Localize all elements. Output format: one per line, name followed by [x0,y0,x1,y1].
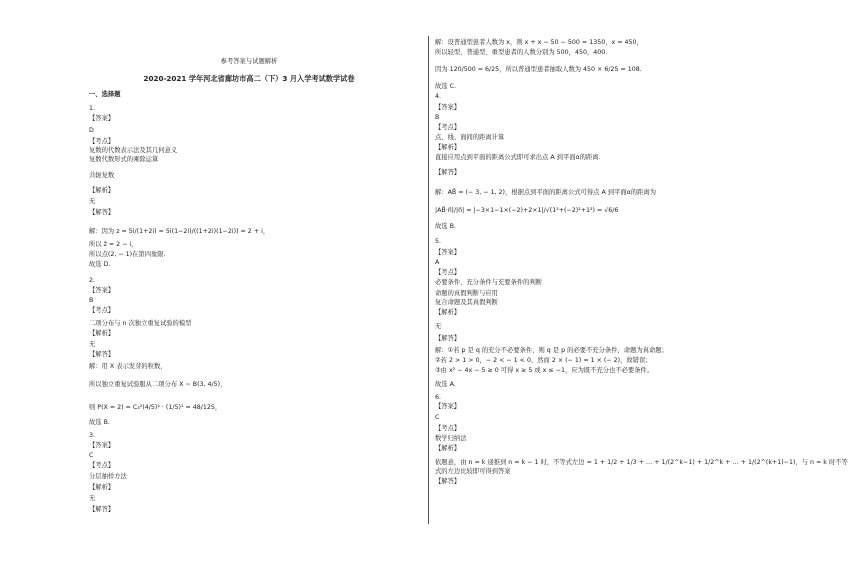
q5-point-3: 复合命题及其真假判断 [435,299,498,306]
q2-sol-3: 则 P(X = 2) = C₃²(4/5)² · (1/5)¹ = 48/125， [89,404,222,411]
q4-sol-1: 解：AB⃗ = (− 3, − 1, 2)，根据点到平面的距离公式可得点 A 到平面α的距离为 [435,189,656,196]
q6-analysis-1: 依题意，由 n = k 递推到 n = k − 1 时，不等式左边 = 1 + 1/2 + 1/3 + … + 1/(2^k−1) + 1/2^k + … + 1/(2^(k+1)−1)，与 n = k 时不等 [435,459,848,466]
q1-sol-3: 所以点(2, − 1)在第四象限. [89,251,166,258]
q1-num: 1. [89,105,96,112]
q4-num: 4. [435,93,442,100]
q2-analysis: 无 [89,341,96,348]
q5-solution-tag: 【解答】 [435,335,461,342]
q3-point-1: 分层抽样方法 [89,473,127,480]
q5-sol-1: 解：①若 p 是 q 的充分不必要条件，则 q 是 p 的必要不充分条件，命题为真命题； [435,347,668,354]
q2-num: 2. [89,277,96,284]
q3-answer-tag: 【答案】 [89,442,115,449]
q5-answer-tag: 【答案】 [435,249,461,256]
q1-analysis: 无 [89,198,96,205]
q6-answer: C [435,414,440,421]
q4-answer: B [435,114,440,121]
q1-point-2: 复数代数形式的乘除运算 [89,156,159,163]
q6-point-1: 数学归纳法 [435,435,467,442]
q1-sol-4: 故选 D. [89,261,111,268]
q2-points-tag: 【考点】 [89,307,115,314]
q5-answer: A [435,259,440,266]
q5-analysis-tag: 【解析】 [435,309,461,316]
q1-sol-1: 解：因为 z = 5i/(1+2i) = 5i(1−2i)/((1+2i)(1−2i)) = 2 + i， [89,228,270,235]
q4-sol-3: 故选 B. [435,223,456,230]
q2-sol-2: 所以独立重复试验服从二项分布 X ∼ B(3, 4/5)， [89,381,227,388]
q3-points-tag: 【考点】 [89,462,115,469]
q3-sol-2: 所以轻型、普通型、重型患者的人数分别为 500，450，400. [435,49,608,56]
q6-solution-tag: 【解答】 [435,478,461,485]
q1-sol-2: 所以 z̄ = 2 − i， [89,241,138,248]
q5-analysis: 无 [435,323,442,330]
q1-point-3: 共轭复数 [89,172,115,179]
q3-solution-tag: 【解答】 [89,506,115,513]
q5-point-2: 命题的真假判断与应用 [435,290,498,297]
document-header: 参考答案与试题解析 [220,58,278,65]
q4-analysis-tag: 【解析】 [435,144,461,151]
q5-sol-4: 故选 A. [435,381,456,388]
q1-point-1: 复数的代数表示法及其几何意义 [89,147,178,154]
q3-analysis: 无 [89,495,96,502]
q3-sol-1: 解：设普通型患者人数为 x，则 x + x − 50 − 500 = 1350，x = 450， [435,39,643,46]
q3-sol-4: 故选 C. [435,83,456,90]
q4-solution-tag: 【解答】 [435,169,461,176]
q2-solution-tag: 【解答】 [89,351,115,358]
q4-point-1: 点、线、面间的距离计算 [435,134,505,141]
q5-sol-3: ③由 x² − 4x − 5 ≥ 0 可得 x ≥ 5 或 x ≤ −1，应为既不充分也不必要条件。 [435,367,654,374]
q6-analysis-tag: 【解析】 [435,445,461,452]
q1-answer-tag: 【答案】 [89,115,115,122]
q2-answer: B [89,297,94,304]
q2-sol-1: 解：用 X 表示发芽的粒数， [89,363,167,370]
q1-answer: D [89,127,94,134]
q2-analysis-tag: 【解析】 [89,330,115,337]
q2-sol-4: 故选 B. [89,419,110,426]
q5-num: 5. [435,238,442,245]
section-heading: 一、选择题 [89,91,121,98]
q6-answer-tag: 【答案】 [435,403,461,410]
q4-analysis: 直接应用点到平面的距离公式即可求出点 A 到平面α的距离. [435,154,601,161]
column-divider [428,36,429,524]
q4-points-tag: 【考点】 [435,124,461,131]
q1-points-tag: 【考点】 [89,138,115,145]
q4-answer-tag: 【答案】 [435,104,461,111]
q5-points-tag: 【考点】 [435,269,461,276]
q5-point-1: 必要条件、充分条件与充要条件的判断 [435,279,543,286]
q1-solution-tag: 【解答】 [89,209,115,216]
exam-title: 2020-2021 学年河北省廊坊市高二（下）3 月入学考试数学试卷 [143,74,355,83]
q6-analysis-2: 式的左边比较即可得到答案 [435,468,511,475]
q2-answer-tag: 【答案】 [89,287,115,294]
q3-analysis-tag: 【解析】 [89,484,115,491]
q6-points-tag: 【考点】 [435,425,461,432]
q3-sol-3: 因为 120/500 = 6/25，所以普通型患者抽取人数为 450 × 6/25 = 108. [435,66,642,73]
q1-analysis-tag: 【解析】 [89,187,115,194]
q4-sol-2: |AB⃗·n⃗|/|n⃗| = |−3×1−1×(−2)+2×1|/√(1²+(−2)²+1²) = √6/6 [435,207,619,214]
q6-num: 6. [435,394,442,401]
q2-point-1: 二项分布与 n 次独立重复试验的模型 [89,320,192,327]
q3-answer: C [89,452,94,459]
q5-sol-2: ②若 2 > 1 > 0，− 2 < − 1 < 0，然而 2 × (− 1) = 1 × (− 2)，故错误； [435,357,652,364]
q3-num: 3. [89,432,96,439]
